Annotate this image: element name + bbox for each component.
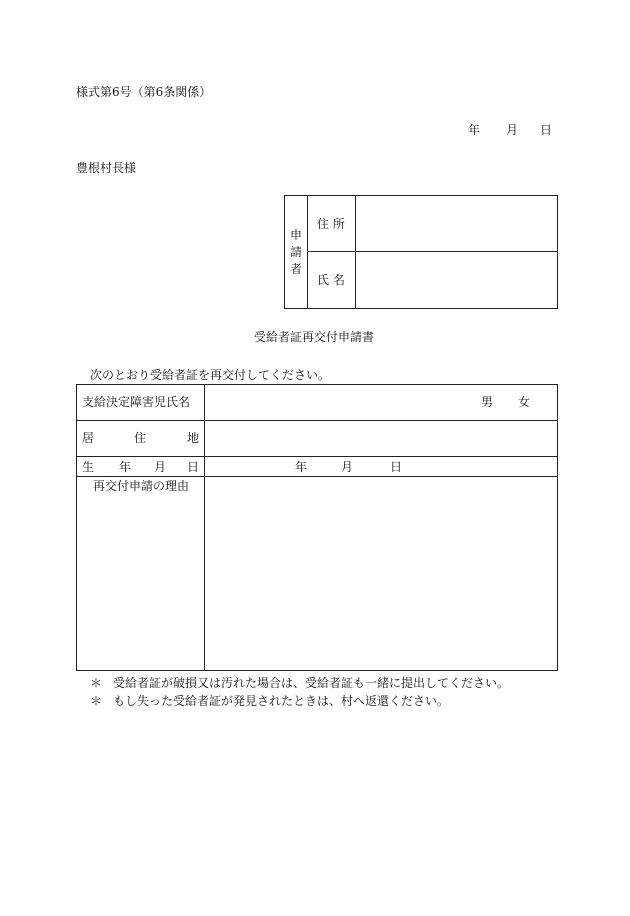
name-label: 氏 名	[317, 273, 345, 287]
reason-label: 再交付申請の理由	[93, 479, 190, 493]
date-month-label: 月	[506, 123, 519, 137]
note-text: 受給者証が破損又は汚れた場合は、受給者証も一緒に提出してください。	[113, 676, 510, 690]
applicant-label-char: 請	[289, 245, 302, 259]
note-text: もし失った受給者証が発見されたときは、村へ返還ください。	[113, 694, 450, 708]
residence-label-char: 住	[134, 431, 147, 445]
birth-month-label: 月	[341, 460, 354, 474]
intro-text: 次のとおり受給者証を再交付してください。	[90, 368, 331, 382]
page-title: 受給者証再交付申請書	[254, 330, 375, 344]
applicant-label-char: 申	[289, 228, 302, 242]
gender-male-option[interactable]: 男	[481, 395, 494, 409]
gender-female-option[interactable]: 女	[518, 395, 531, 409]
birth-label-char: 年	[119, 460, 132, 474]
child-name-field[interactable]	[206, 386, 466, 419]
residence-label-char: 居	[82, 431, 95, 445]
asterisk-icon: ＊	[90, 676, 103, 690]
birth-label-char: 日	[187, 460, 200, 474]
asterisk-icon: ＊	[90, 694, 103, 708]
residence-label-char: 地	[187, 431, 200, 445]
birth-date-field[interactable]	[206, 458, 556, 475]
applicant-address-field[interactable]	[357, 197, 556, 250]
child-name-label: 支給決定障害児氏名	[82, 395, 191, 409]
birth-day-label: 日	[390, 460, 403, 474]
birth-label-char: 生	[82, 460, 95, 474]
date-year-label: 年	[468, 123, 481, 137]
birth-label-char: 月	[154, 460, 167, 474]
form-number: 様式第6号（第6条関係）	[76, 85, 212, 99]
date-day-label: 日	[540, 123, 553, 137]
reason-field[interactable]	[206, 478, 556, 669]
address-label: 住 所	[317, 217, 345, 231]
birth-year-label: 年	[295, 460, 308, 474]
addressee: 豊根村長様	[76, 161, 137, 175]
applicant-label-char: 者	[289, 262, 302, 276]
residence-field[interactable]	[206, 422, 556, 455]
applicant-name-field[interactable]	[357, 253, 556, 308]
